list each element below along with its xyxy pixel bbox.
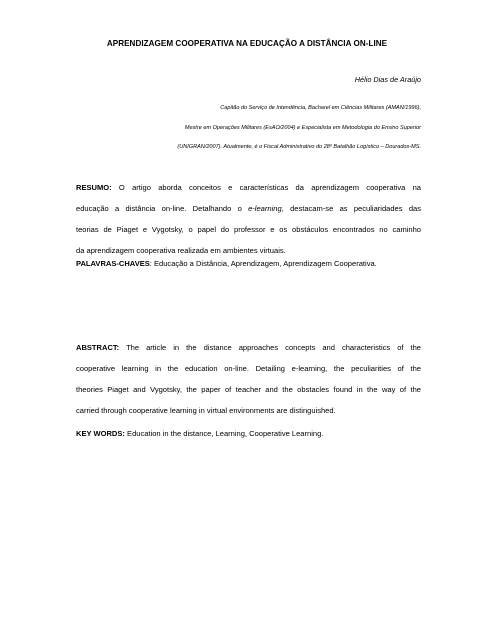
key-words-section — [76, 423, 421, 444]
resumo-line: da aprendizagem cooperativa realizada em ambientes virtuais. — [76, 246, 286, 255]
paper-title: APRENDIZAGEM COOPERATIVA NA EDUCAÇÃO A DISTÂNCIA ON-LINE — [106, 39, 388, 48]
key-words-line — [76, 423, 421, 444]
resumo-line: teorias de Piaget e Vygotsky, o papel do professor e os obstáculos encontrados no caminho — [76, 225, 421, 234]
palavras-chaves-text: : Educação a Distância, Aprendizagem, Aprendizagem Cooperativa. — [149, 259, 377, 268]
key-words-label: KEY WORDS: — [76, 429, 125, 438]
abstract-line: theories Piaget and Vygotsky, the paper of teacher and the obstacles found in the way of the — [76, 385, 421, 394]
abstract-label: ABSTRACT: — [76, 343, 120, 352]
abstract-section — [76, 337, 421, 421]
author-affiliation-line: Mestre em Operações Militares (EsAO/2004) e Especialista em Metodologia do Ensino Superior — [184, 125, 421, 131]
author-name: Hélio Dias de Araújo — [354, 75, 421, 84]
abstract-line: carried through cooperative learning in virtual environments are distinguished. — [76, 406, 336, 415]
resumo-text: educação a distância on-line. Detalhando o — [76, 204, 249, 213]
resumo-section — [76, 177, 421, 261]
author-affiliation-line: (UNIGRAN/2007). Atualmente, é o Fiscal Administrativo do 28º Batalhão Logístico – Dourados-MS. — [177, 144, 421, 150]
palavras-chaves-line — [76, 253, 421, 274]
abstract-line — [76, 337, 421, 358]
palavras-chaves-label: PALAVRAS-CHAVES — [76, 259, 150, 268]
resumo-label: RESUMO: — [76, 183, 112, 192]
key-words-text: Education in the distance, Learning, Cooperative Learning. — [127, 429, 324, 438]
resumo-line — [76, 177, 421, 198]
palavras-chaves-section — [76, 253, 421, 274]
resumo-text: , destacam-se as peculiaridades das — [281, 204, 421, 213]
resumo-emphasis: e-learning — [248, 204, 282, 213]
abstract-text: The article in the distance approaches concepts and characteristics of the — [126, 343, 421, 352]
abstract-line: cooperative learning in the education on-line. Detailing e-learning, the peculiarities of the — [76, 364, 421, 373]
resumo-text: O artigo aborda conceitos e características da aprendizagem cooperativa na — [118, 183, 421, 192]
resumo-line — [76, 198, 421, 219]
author-affiliation-line: Capitão do Serviço de Intendência, Bacharel em Ciências Militares (AMAN/1996), — [220, 105, 421, 111]
